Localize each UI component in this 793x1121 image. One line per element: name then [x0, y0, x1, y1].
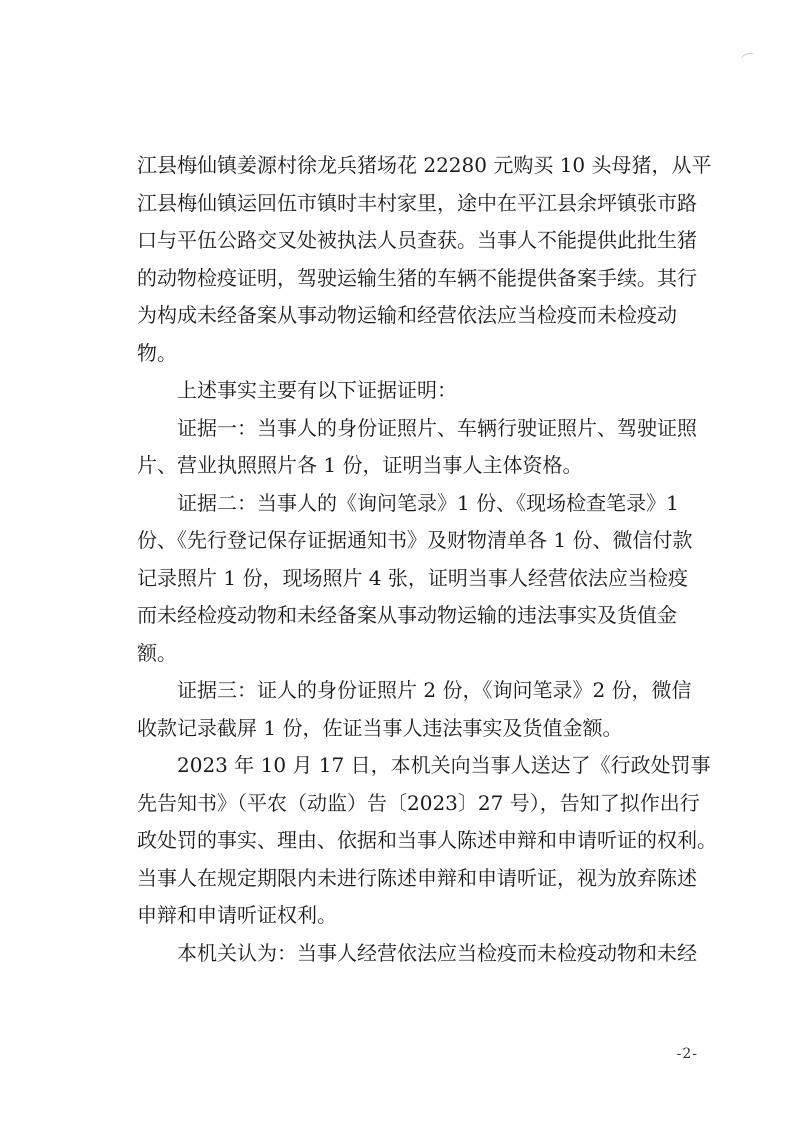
paragraph-evidence-intro: [137, 372, 717, 410]
paragraph-evidence-2: [137, 485, 717, 673]
paragraph-evidence-3: [137, 672, 717, 747]
text-line: 江县梅仙镇姜源村徐龙兵猪场花 22280 元购买 10 头母猪，从平: [137, 153, 712, 177]
text-line: 收款记录截屏 1 份，佐证当事人违法事实及货值金额。: [137, 715, 623, 740]
text-line: 而未经检疫动物和未经备案从事动物运输的违法事实及货值金: [137, 603, 677, 627]
text-line: 先告知书》（平农（动监）告〔2023〕27 号），告知了拟作出行: [137, 790, 700, 815]
text-line: 上述事实主要有以下证据证明：: [137, 378, 457, 402]
text-line: 政处罚的事实、理由、依据和当事人陈述申辩和申请听证的权利。: [137, 828, 717, 852]
document-body: [137, 147, 717, 972]
text-line: 证据一：当事人的身份证照片、车辆行驶证照片、驾驶证照: [137, 415, 697, 440]
text-line: 份、《先行登记保存证据通知书》及财物清单各 1 份、微信付款: [137, 528, 693, 552]
text-line: 江县梅仙镇运回伍市镇时丰村家里，途中在平江县余坪镇张市路: [137, 190, 697, 215]
paragraph-evidence-1: [137, 410, 717, 485]
text-line: 证据二：当事人的《询问笔录》1 份、《现场检查笔录》1: [137, 490, 679, 515]
scan-mark: ⌒: [740, 51, 759, 71]
text-line: 本机关认为：当事人经营依法应当检疫而未检疫动物和未经: [137, 940, 697, 965]
text-line: 证据三：证人的身份证照片 2 份，《询问笔录》2 份，微信: [137, 678, 692, 702]
text-line: 申辩和申请听证权利。: [137, 903, 337, 927]
paragraph-facts: [137, 147, 717, 372]
text-line: 2023 年 10 月 17 日，本机关向当事人送达了《行政处罚事: [137, 753, 711, 777]
text-line: 物。: [137, 340, 177, 365]
paragraph-notice: [137, 747, 717, 935]
text-line: 片、营业执照照片各 1 份，证明当事人主体资格。: [137, 453, 583, 477]
text-line: 为构成未经备案从事动物运输和经营依法应当检疫而未检疫动: [137, 303, 677, 327]
text-line: 当事人在规定期限内未进行陈述申辩和申请听证，视为放弃陈述: [137, 865, 697, 890]
text-line: 额。: [137, 640, 177, 665]
text-line: 记录照片 1 份，现场照片 4 张，证明当事人经营依法应当检疫: [137, 565, 688, 590]
text-line: 口与平伍公路交叉处被执法人员查获。当事人不能提供此批生猪: [137, 228, 697, 252]
paragraph-conclusion: [137, 935, 717, 973]
page-number: -2-: [676, 1046, 698, 1062]
text-line: 的动物检疫证明，驾驶运输生猪的车辆不能提供备案手续。其行: [137, 265, 697, 290]
